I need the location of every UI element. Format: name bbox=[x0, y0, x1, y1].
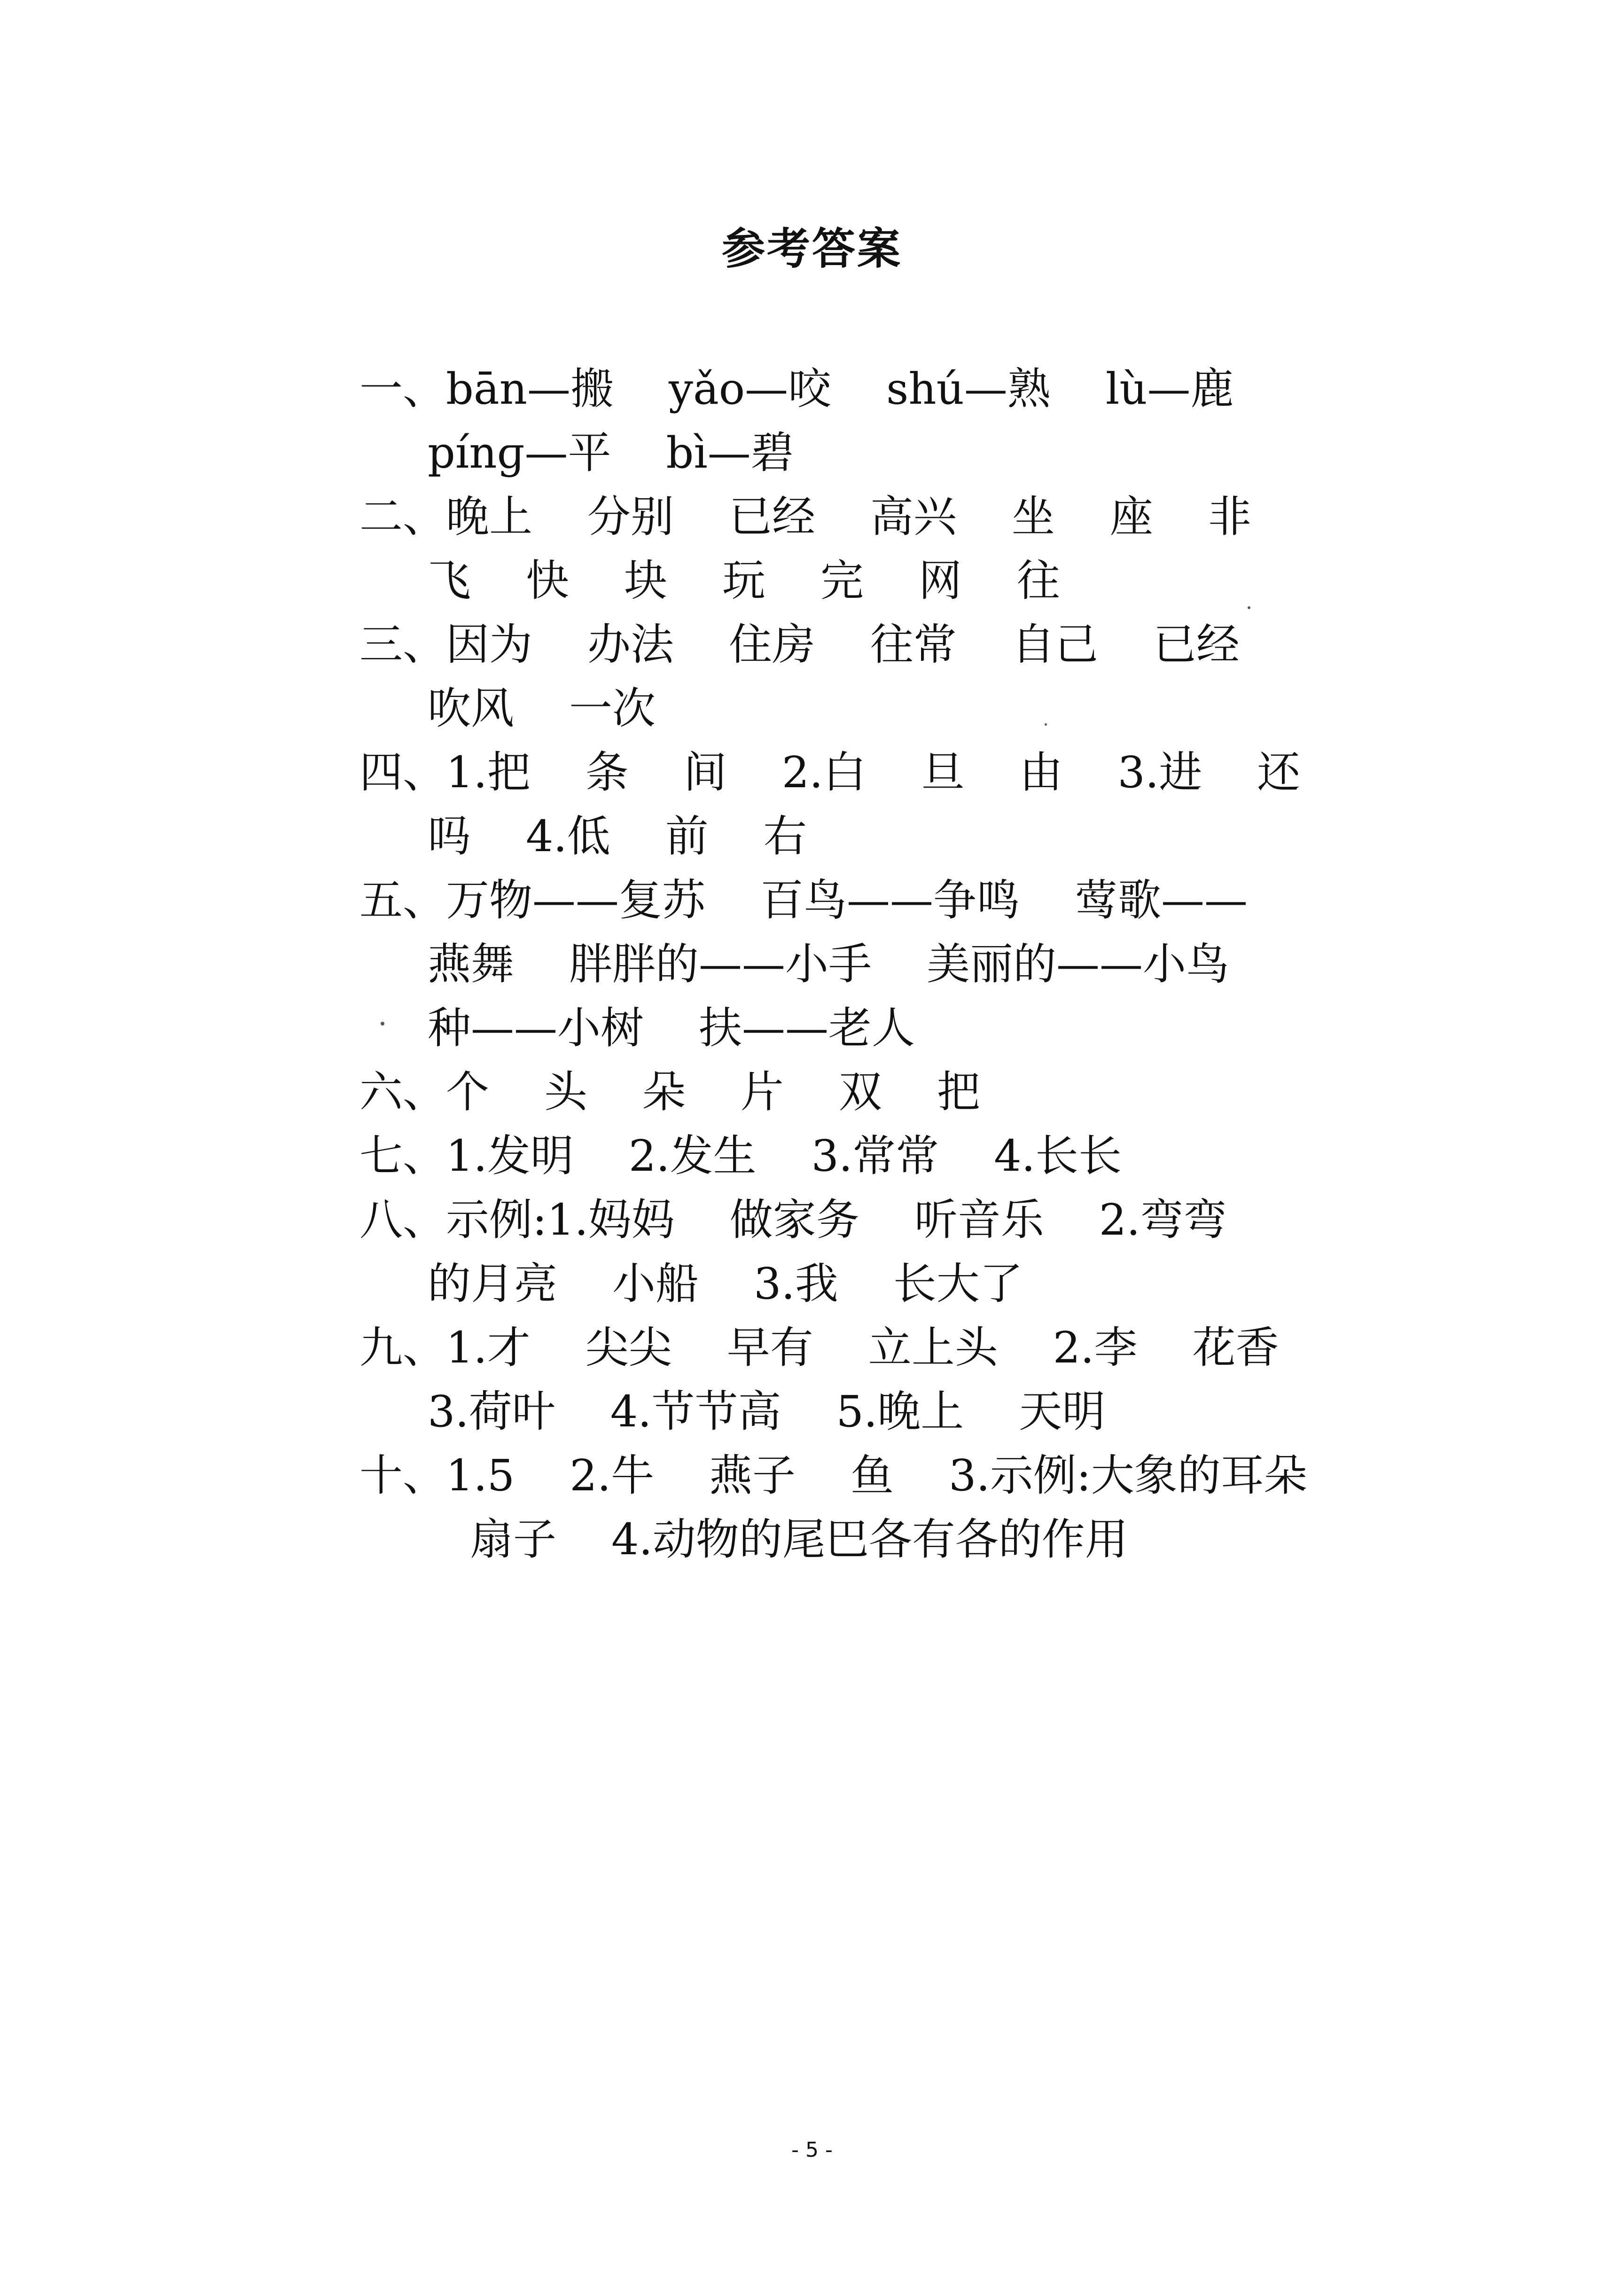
answer-line: 扇子 4.动物的尾巴各有各的作用 bbox=[470, 1514, 1128, 1565]
answer-section-9 bbox=[359, 1316, 1299, 1444]
scan-speck bbox=[1045, 723, 1047, 726]
answer-line: 四、1.把 条 间 2.白 旦 由 3.进 还 bbox=[359, 747, 1301, 798]
answer-section-6 bbox=[359, 1060, 1299, 1124]
answer-section-10 bbox=[359, 1444, 1307, 1572]
answer-line: 五、万物——复苏 百鸟——争鸣 莺歌—— bbox=[359, 875, 1248, 925]
answer-line: 的月亮 小船 3.我 长大了 bbox=[428, 1259, 1023, 1309]
answer-line: 八、示例:1.妈妈 做家务 听音乐 2.弯弯 bbox=[359, 1195, 1227, 1245]
scan-speck bbox=[381, 1022, 384, 1026]
answer-line: 种——小树 扶——老人 bbox=[428, 1003, 915, 1053]
answer-line: 一、bān—搬 yǎo—咬 shú—熟 lù—鹿 bbox=[359, 364, 1234, 414]
answer-line: 三、因为 办法 住房 往常 自己 已经 bbox=[359, 619, 1240, 670]
answer-line: 九、1.才 尖尖 早有 立上头 2.李 花香 bbox=[359, 1323, 1279, 1373]
answer-section-7 bbox=[359, 1124, 1299, 1188]
page-number: - 5 - bbox=[791, 2138, 833, 2162]
answer-line: 3.荷叶 4.节节高 5.晚上 天明 bbox=[428, 1386, 1106, 1437]
scan-speck bbox=[1248, 606, 1250, 609]
page-title: 参考答案 bbox=[721, 224, 902, 274]
answer-line: 六、个 头 朵 片 双 把 bbox=[359, 1067, 980, 1117]
answer-section-1 bbox=[359, 357, 1299, 485]
answer-line: 吗 4.低 前 右 bbox=[428, 811, 807, 861]
answer-section-8 bbox=[359, 1188, 1299, 1316]
answer-line: 二、晚上 分别 已经 高兴 坐 座 非 bbox=[359, 492, 1251, 542]
answer-line: pínɡ—平 bì—碧 bbox=[428, 428, 794, 478]
answer-line: 飞 快 块 玩 完 网 往 bbox=[428, 556, 1060, 606]
answer-list bbox=[359, 357, 1307, 1572]
answer-section-2 bbox=[359, 485, 1299, 613]
answer-line: 十、1.5 2.牛 燕子 鱼 3.示例:大象的耳朵 bbox=[359, 1450, 1307, 1501]
answer-section-5 bbox=[359, 869, 1299, 1060]
answer-line: 七、1.发明 2.发生 3.常常 4.长长 bbox=[359, 1131, 1122, 1181]
answer-line: 燕舞 胖胖的——小手 美丽的——小鸟 bbox=[428, 939, 1229, 989]
answer-line: 吹风 一次 bbox=[428, 683, 656, 734]
answer-section-4 bbox=[359, 741, 1299, 869]
answer-section-3 bbox=[359, 613, 1299, 741]
